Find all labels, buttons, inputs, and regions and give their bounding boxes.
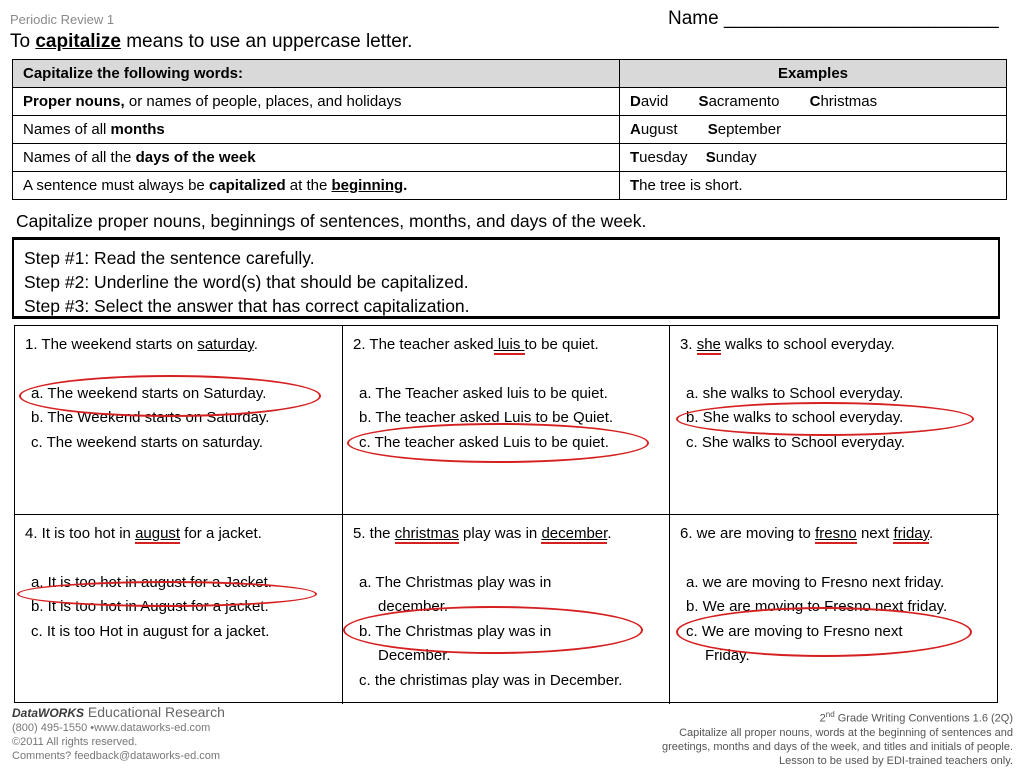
name-field-line xyxy=(668,8,999,30)
comments-line: Comments? feedback@dataworks-ed.com xyxy=(12,750,221,762)
name-blank: __________________________ xyxy=(723,8,999,29)
copyright-line: ©2011 All rights reserved. xyxy=(12,736,138,748)
examples-cell xyxy=(620,172,1007,200)
option-a[interactable]: a. The Teacher asked luis to be quiet. xyxy=(359,384,608,402)
examples-cell xyxy=(620,116,1007,144)
example-word: Sacramento xyxy=(698,93,780,110)
desc-line-2: greetings, months and days of the week, and titles and initials of people. xyxy=(662,740,1013,753)
option-c[interactable]: c. We are moving to Fresno next xyxy=(686,622,903,640)
example-word: Christmas xyxy=(809,93,878,110)
option-b-continued[interactable]: December. xyxy=(378,647,451,664)
name-label: Name xyxy=(668,8,719,29)
option-a[interactable]: a. The Christmas play was in xyxy=(359,573,552,591)
table-row xyxy=(13,116,1007,144)
steps-box xyxy=(12,237,1000,319)
step-2: Step #2: Underline the word(s) that should be capitalized. xyxy=(24,272,469,292)
rules-table-header xyxy=(13,60,1007,88)
question-1 xyxy=(15,326,343,515)
step-1: Step #1: Read the sentence carefully. xyxy=(24,248,315,268)
answer-circle xyxy=(19,375,321,417)
option-b[interactable]: b. We are moving to Fresno next friday. xyxy=(686,598,948,615)
option-b[interactable]: b. It is too hot in August for a jacket. xyxy=(31,598,269,615)
option-a[interactable]: a. we are moving to Fresno next friday. xyxy=(686,573,945,591)
rule-cell: Names of all months xyxy=(13,116,620,144)
question-6 xyxy=(670,515,999,704)
answer-circle xyxy=(347,423,649,463)
step-3: Step #3: Select the answer that has correct capitalization. xyxy=(24,296,470,316)
option-c[interactable]: c. the christimas play was in December. xyxy=(359,671,623,689)
brand: DataWORKS Educational Research xyxy=(12,704,225,720)
footer-left xyxy=(12,705,225,763)
question-stem: 1. The weekend starts on saturday. xyxy=(25,336,258,353)
example-word: Tuesday xyxy=(630,149,688,166)
option-a-continued[interactable]: december. xyxy=(378,598,449,615)
examples-cell xyxy=(620,88,1007,116)
option-a[interactable]: a. It is too hot in august for a Jacket. xyxy=(31,573,272,591)
option-b[interactable]: b. The teacher asked Luis to be Quiet. xyxy=(359,409,614,426)
question-stem: 4. It is too hot in august for a jacket. xyxy=(25,525,262,542)
title-suffix: means to use an uppercase letter. xyxy=(126,31,413,52)
answer-circle xyxy=(676,607,972,657)
footer-right xyxy=(662,708,1013,768)
option-a[interactable]: a. The weekend starts on Saturday. xyxy=(31,384,267,402)
example-word: Sunday xyxy=(705,149,757,166)
table-row xyxy=(13,88,1007,116)
rules-header-col2: Examples xyxy=(620,60,1007,88)
example-word: August xyxy=(630,121,678,138)
question-stem: 6. we are moving to fresno next friday. xyxy=(680,525,934,542)
option-b[interactable]: b. She walks to school everyday. xyxy=(686,409,904,426)
example-word: September xyxy=(707,121,782,138)
option-c-continued[interactable]: Friday. xyxy=(705,647,750,664)
examples-cell xyxy=(620,144,1007,172)
questions-grid xyxy=(14,325,998,703)
table-row xyxy=(13,172,1007,200)
title-prefix: To xyxy=(10,31,31,52)
example-word: The tree is short. xyxy=(630,177,743,194)
instruction-text: Capitalize proper nouns, beginnings of sentences, months, and days of the week. xyxy=(16,211,647,231)
option-a[interactable]: a. she walks to School everyday. xyxy=(686,384,904,402)
question-2 xyxy=(343,326,670,515)
question-5 xyxy=(343,515,670,704)
option-b[interactable]: b. The Weekend starts on Saturday. xyxy=(31,409,270,426)
contact-line: (800) 495-1550 •www.dataworks-ed.com xyxy=(12,722,211,734)
answer-circle xyxy=(676,402,974,436)
question-stem: 5. the christmas play was in december. xyxy=(353,525,612,542)
desc-line-1: Capitalize all proper nouns, words at the beginning of sentences and xyxy=(679,726,1013,739)
option-c[interactable]: c. The weekend starts on saturday. xyxy=(31,433,264,451)
desc-line-3: Lesson to be used by EDI-trained teachers only. xyxy=(779,754,1013,767)
answer-circle xyxy=(343,606,643,654)
example-word: David xyxy=(630,93,669,110)
option-c[interactable]: c. She walks to School everyday. xyxy=(686,433,905,451)
question-stem: 2. The teacher asked luis to be quiet. xyxy=(353,336,599,353)
grade-line: 2nd Grade Writing Conventions 1.6 (2Q) xyxy=(819,710,1013,725)
question-3 xyxy=(670,326,999,515)
title-keyword: capitalize xyxy=(35,31,121,52)
review-label: Periodic Review 1 xyxy=(10,12,115,27)
option-c[interactable]: c. The teacher asked Luis to be quiet. xyxy=(359,433,609,451)
question-4 xyxy=(15,515,343,704)
rule-cell: Proper nouns, or names of people, places, and holidays xyxy=(13,88,620,116)
rule-cell: Names of all the days of the week xyxy=(13,144,620,172)
answer-circle xyxy=(17,581,317,607)
option-c[interactable]: c. It is too Hot in august for a jacket. xyxy=(31,622,270,640)
question-stem: 3. she walks to school everyday. xyxy=(680,336,895,353)
page-title xyxy=(10,31,412,53)
rules-table xyxy=(12,59,1007,200)
rule-cell: A sentence must always be capitalized at the beginning. xyxy=(13,172,620,200)
option-b[interactable]: b. The Christmas play was in xyxy=(359,622,552,640)
table-row xyxy=(13,144,1007,172)
rules-header-col1: Capitalize the following words: xyxy=(13,60,620,88)
